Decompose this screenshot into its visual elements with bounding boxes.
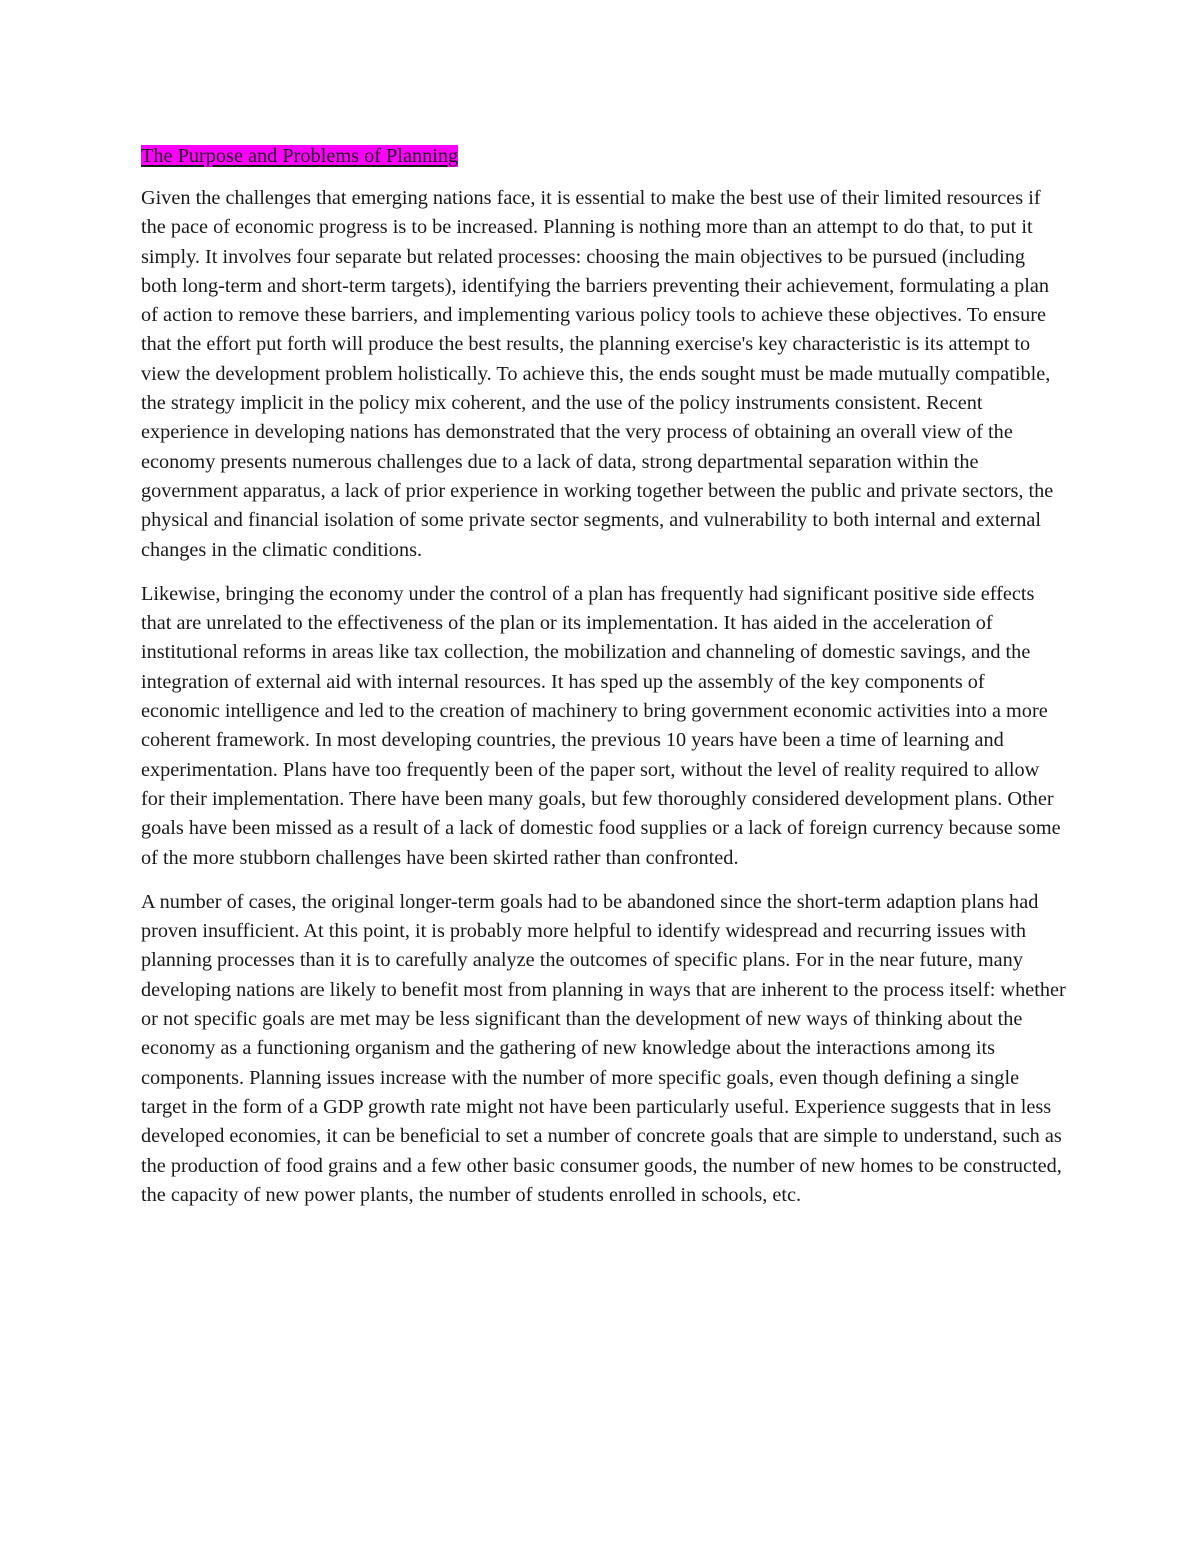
paragraph-2: Likewise, bringing the economy under the control of a plan has frequently had significant positive side effects that are unrelated to the effectiveness of the plan or its implementation. It has aided in the acceleration of institutional reforms in areas like tax collection, the mobilization and channeling of domestic savings, and the integration of external aid with internal resources. It has sped up the assembly of the key components of economic intelligence and led to the creation of machinery to bring government economic activities into a more coherent framework. In most developing countries, the previous 10 years have been a time of learning and experimentation. Plans have too frequently been of the paper sort, without the level of reality required to allow for their implementation. There have been many goals, but few thoroughly considered development plans. Other goals have been missed as a result of a lack of domestic food supplies or a lack of foreign currency because some of the more stubborn challenges have been skirted rather than confronted. (141, 582, 1061, 869)
document-body (141, 142, 1066, 1225)
paragraph-1: Given the challenges that emerging nations face, it is essential to make the best use of their limited resources if the pace of economic progress is to be increased. Planning is nothing more than an attempt to do that, to put it simply. It involves four separate but related processes: choosing the main objectives to be pursued (including both long-term and short-term targets), identifying the barriers preventing their achievement, formulating a plan of action to remove these barriers, and implementing various policy tools to achieve these objectives. To ensure that the effort put forth will produce the best results, the planning exercise's key characteristic is its attempt to view the development problem holistically. To achieve this, the ends sought must be made mutually compatible, the strategy implicit in the policy mix coherent, and the use of the policy instruments consistent. Recent experience in developing nations has demonstrated that the very process of obtaining an overall view of the economy presents numerous challenges due to a lack of data, strong departmental separation within the government apparatus, a lack of prior experience in working together between the public and private sectors, the physical and financial isolation of some private sector segments, and vulnerability to both internal and external changes in the climatic conditions. (141, 187, 1054, 561)
paragraph-3: A number of cases, the original longer-term goals had to be abandoned since the short-term adaption plans had proven insufficient. At this point, it is probably more helpful to identify widespread and recurring issues with planning processes than it is to carefully analyze the outcomes of specific plans. For in the near future, many developing nations are likely to benefit most from planning in ways that are inherent to the process itself: whether or not specific goals are met may be less significant than the development of new ways of thinking about the economy as a functioning organism and the gathering of new knowledge about the interactions among its components. Planning issues increase with the number of more specific goals, even though defining a single target in the form of a GDP growth rate might not have been particularly useful. Experience suggests that in less developed economies, it can be beneficial to set a number of concrete goals that are simple to understand, such as the production of food grains and a few other basic consumer goods, the number of new homes to be constructed, the capacity of new power plants, the number of students enrolled in schools, etc. (141, 890, 1066, 1206)
title-line (141, 142, 1066, 172)
document-title: The Purpose and Problems of Planning (141, 145, 459, 167)
